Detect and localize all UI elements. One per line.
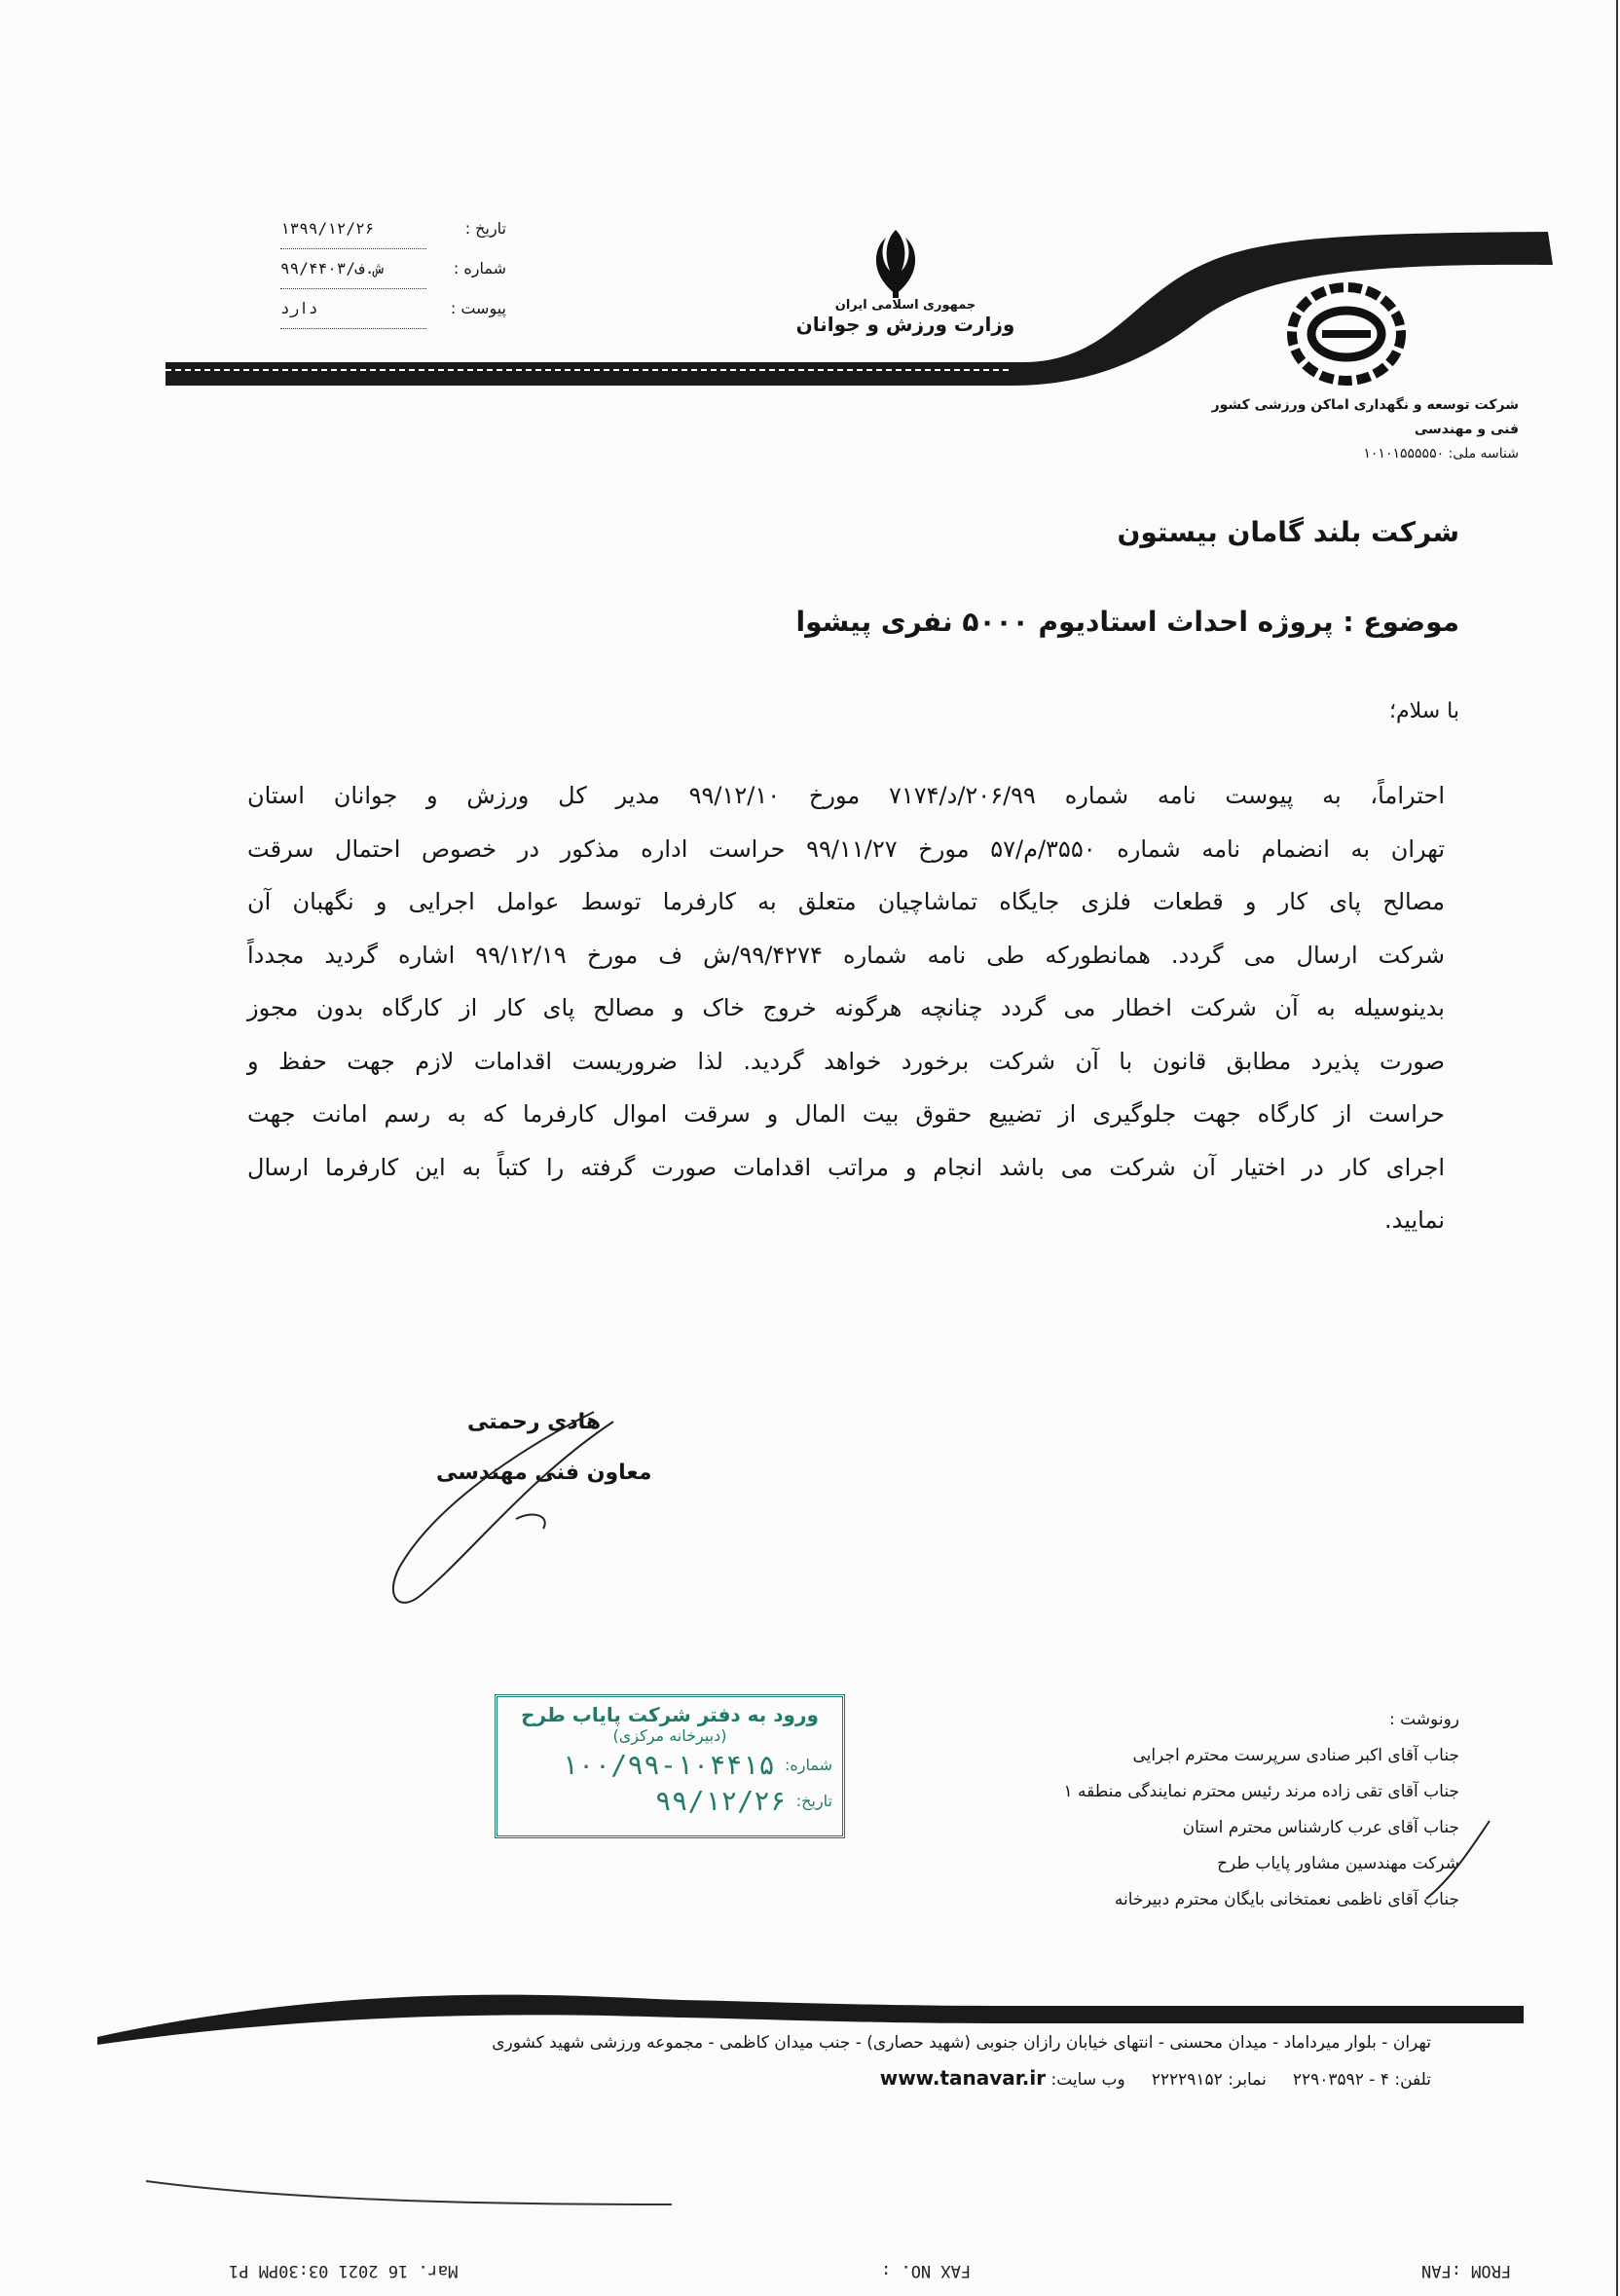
body-line: بدینوسیله به آن شرکت اخطار می گردد چنانچه هرگونه خروج خاک و مصالح پای کار از کارگاه بدون مجوز <box>247 994 1445 1021</box>
stamp-subtitle: (دبیرخانه مرکزی) <box>612 1726 727 1745</box>
footer-address <box>234 2025 1431 2097</box>
cc-list <box>914 1702 1459 1918</box>
company-info <box>1149 393 1519 466</box>
signatory-name: هادی رحمتی <box>467 1410 602 1434</box>
footer-fax: نمابر: ۲۲۲۲۹۱۵۲ <box>1151 2070 1267 2090</box>
body-line: نمایید. <box>1383 1206 1445 1234</box>
company-name: شرکت توسعه و نگهداری اماکن ورزشی کشور <box>1211 397 1519 413</box>
company-national-id: شناسه ملی: ۱۰۱۰۱۵۵۵۵۵۰ <box>1363 446 1519 462</box>
attachment-label: پیوست : <box>450 299 506 317</box>
ministry-heading <box>759 298 1051 336</box>
stamp-date-value: ۹۹/۱۲/۲۶ <box>654 1785 787 1817</box>
stamp-number-value: ۱۰۰/۹۹-۱۰۴۴۱۵ <box>561 1749 775 1781</box>
number-value: ۹۹/۴۴۰۳/ش.ف <box>280 249 426 289</box>
stamp-number-row <box>507 1749 832 1781</box>
stamp-number-label: شماره: <box>784 1756 832 1774</box>
body-line: شرکت ارسال می گردد. همانطورکه طی نامه شماره ۹۹/۴۲۷۴/ش ف مورخ ۹۹/۱۲/۱۹ اشاره گردید مجدداً <box>247 941 1445 969</box>
footer-phone: تلفن: ۴ - ۲۲۹۰۳۵۹۲ <box>1292 2070 1431 2090</box>
stamp-date-row <box>507 1785 832 1817</box>
letter-greeting: با سلام؛ <box>1389 699 1459 723</box>
iran-emblem-icon <box>857 222 935 310</box>
meta-date-row <box>243 209 506 249</box>
stamp-title: ورود به دفتر شرکت پایاب طرح <box>521 1703 819 1726</box>
meta-attachment-row <box>243 289 506 329</box>
date-value: ۱۳۹۹/۱۲/۲۶ <box>280 209 426 249</box>
body-line: احتراماً، به پیوست نامه شماره ۲۰۶/۹۹/د/۷۱۷۴ مورخ ۹۹/۱۲/۱۰ مدیر کل ورزش و جوانان استان <box>247 782 1445 809</box>
letter-subject: موضوع : پروژه احداث استادیوم ۵۰۰۰ نفری پیشوا <box>795 606 1459 638</box>
footer-underline <box>0 2171 1620 2210</box>
cc-item: جناب آقای اکبر صنادی سرپرست محترم اجرایی <box>1132 1746 1459 1765</box>
letter-body <box>247 769 1445 1247</box>
body-line: تهران به انضمام نامه شماره ۳۵۵۰/م/۵۷ مورخ ۹۹/۱۱/۲۷ حراست اداره مذکور در خصوص احتمال سرقت <box>247 834 1446 863</box>
footer-address-line: تهران - بلوار میرداماد - میدان محسنی - انتهای خیابان رازان جنوبی (شهید حصاری) - جنب میدان کاظمی - مجموعه ورزشی شهید کشوری <box>492 2033 1431 2053</box>
cc-checkmark <box>1421 1811 1499 1908</box>
ministry-name: وزارت ورزش و جوانان <box>795 313 1015 336</box>
date-label: تاریخ : <box>464 219 506 238</box>
body-line: اجرای کار در اختیار آن شرکت می باشد انجام و مراتب اقدامات صورت گرفته را کتباً به این کارفرما ارسال <box>247 1153 1445 1181</box>
cc-item: شرکت مهندسین مشاور پایاب طرح <box>1217 1854 1459 1873</box>
page-edge <box>1616 0 1618 2296</box>
body-line: صورت پذیرد مطابق قانون با آن شرکت برخورد خواهد گردید. لذا ضروریست اقدامات لازم جهت حفظ و <box>247 1047 1445 1075</box>
footer-website-label: وب سایت: <box>1050 2070 1125 2090</box>
fax-from: FROM :FAN <box>1421 2261 1512 2280</box>
cc-item: جناب آقای تقی زاده مرند رئیس محترم نمایندگی منطقه ۱ <box>1063 1782 1459 1801</box>
handwritten-signature <box>380 1402 672 1616</box>
letter-addressee: شرکت بلند گامان بیستون <box>1117 516 1459 548</box>
fax-number: FAX NO. : <box>881 2261 972 2280</box>
cc-heading: رونوشت : <box>1388 1710 1459 1729</box>
cc-item: جناب آقای ناظمی نعمتخانی بایگان محترم دبیرخانه <box>1114 1890 1459 1909</box>
number-label: شماره : <box>453 259 506 278</box>
fax-datetime: Mar. 16 2021 03:30PM P1 <box>229 2261 459 2280</box>
footer-website: www.tanavar.ir <box>879 2066 1047 2090</box>
signatory-title: معاون فنی مهندسی <box>436 1461 652 1485</box>
meta-number-row <box>243 249 506 289</box>
stamp-date-label: تاریخ: <box>795 1792 832 1810</box>
footer-contact-line <box>234 2060 1431 2097</box>
company-logo-icon <box>1283 278 1410 394</box>
letter-meta <box>243 209 506 329</box>
body-line: حراست از کارگاه جهت جلوگیری از تضییع حقوق بیت المال و سرقت اموال کارفرما که به رسم امانت جهت <box>247 1100 1445 1128</box>
receipt-stamp <box>495 1694 845 1838</box>
company-department: فنی و مهندسی <box>1414 422 1519 437</box>
body-line: مصالح پای کار و قطعات فلزی جایگاه تماشاچیان متعلق به کارفرما توسط عوامل اجرایی و نگهبان آن <box>247 888 1445 915</box>
attachment-value: دارد <box>280 289 426 329</box>
cc-item: جناب آقای عرب کارشناس محترم استان <box>1182 1818 1459 1837</box>
ministry-country: جمهوری اسلامی ایران <box>834 298 976 313</box>
